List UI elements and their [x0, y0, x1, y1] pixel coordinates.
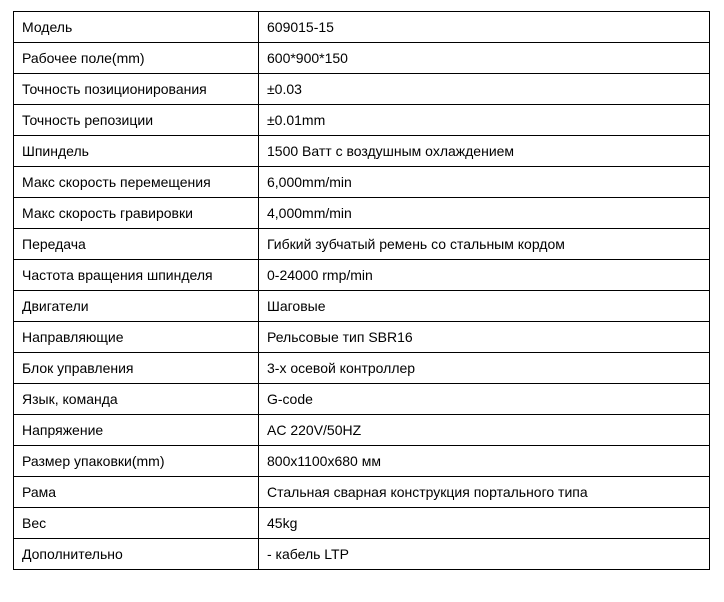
value-cell: Гибкий зубчатый ремень со стальным кордом	[259, 229, 710, 260]
param-cell: Точность репозиции	[14, 105, 259, 136]
spec-table-body	[14, 12, 710, 570]
value-cell: - кабель LTP	[259, 539, 710, 570]
param-cell: Рабочее поле(mm)	[14, 43, 259, 74]
param-cell: Модель	[14, 12, 259, 43]
value-cell: 6,000mm/min	[259, 167, 710, 198]
table-row	[14, 415, 710, 446]
param-cell: Направляющие	[14, 322, 259, 353]
param-cell: Макс скорость перемещения	[14, 167, 259, 198]
param-cell: Двигатели	[14, 291, 259, 322]
value-cell: 609015-15	[259, 12, 710, 43]
param-cell: Частота вращения шпинделя	[14, 260, 259, 291]
param-cell: Передача	[14, 229, 259, 260]
value-cell: 4,000mm/min	[259, 198, 710, 229]
param-cell: Точность позиционирования	[14, 74, 259, 105]
spec-table	[13, 11, 710, 570]
table-row	[14, 260, 710, 291]
table-row	[14, 384, 710, 415]
value-cell: G-code	[259, 384, 710, 415]
param-cell: Напряжение	[14, 415, 259, 446]
value-cell: AC 220V/50HZ	[259, 415, 710, 446]
table-row	[14, 291, 710, 322]
value-cell: 1500 Ватт с воздушным охлаждением	[259, 136, 710, 167]
value-cell: Стальная сварная конструкция портального типа	[259, 477, 710, 508]
value-cell: Рельсовые тип SBR16	[259, 322, 710, 353]
param-cell: Шпиндель	[14, 136, 259, 167]
table-row	[14, 12, 710, 43]
table-row	[14, 508, 710, 539]
value-cell: 800x1100x680 мм	[259, 446, 710, 477]
table-row	[14, 477, 710, 508]
table-row	[14, 446, 710, 477]
value-cell: ±0.03	[259, 74, 710, 105]
param-cell: Размер упаковки(mm)	[14, 446, 259, 477]
table-row	[14, 43, 710, 74]
value-cell: 0-24000 rmp/min	[259, 260, 710, 291]
table-row	[14, 74, 710, 105]
value-cell: Шаговые	[259, 291, 710, 322]
table-row	[14, 322, 710, 353]
param-cell: Рама	[14, 477, 259, 508]
table-row	[14, 353, 710, 384]
table-row	[14, 136, 710, 167]
param-cell: Вес	[14, 508, 259, 539]
value-cell: 3-х осевой контроллер	[259, 353, 710, 384]
table-row	[14, 198, 710, 229]
value-cell: 600*900*150	[259, 43, 710, 74]
table-row	[14, 229, 710, 260]
value-cell: 45kg	[259, 508, 710, 539]
value-cell: ±0.01mm	[259, 105, 710, 136]
table-row	[14, 167, 710, 198]
param-cell: Дополнительно	[14, 539, 259, 570]
table-row	[14, 105, 710, 136]
param-cell: Макс скорость гравировки	[14, 198, 259, 229]
table-row	[14, 539, 710, 570]
param-cell: Язык, команда	[14, 384, 259, 415]
param-cell: Блок управления	[14, 353, 259, 384]
